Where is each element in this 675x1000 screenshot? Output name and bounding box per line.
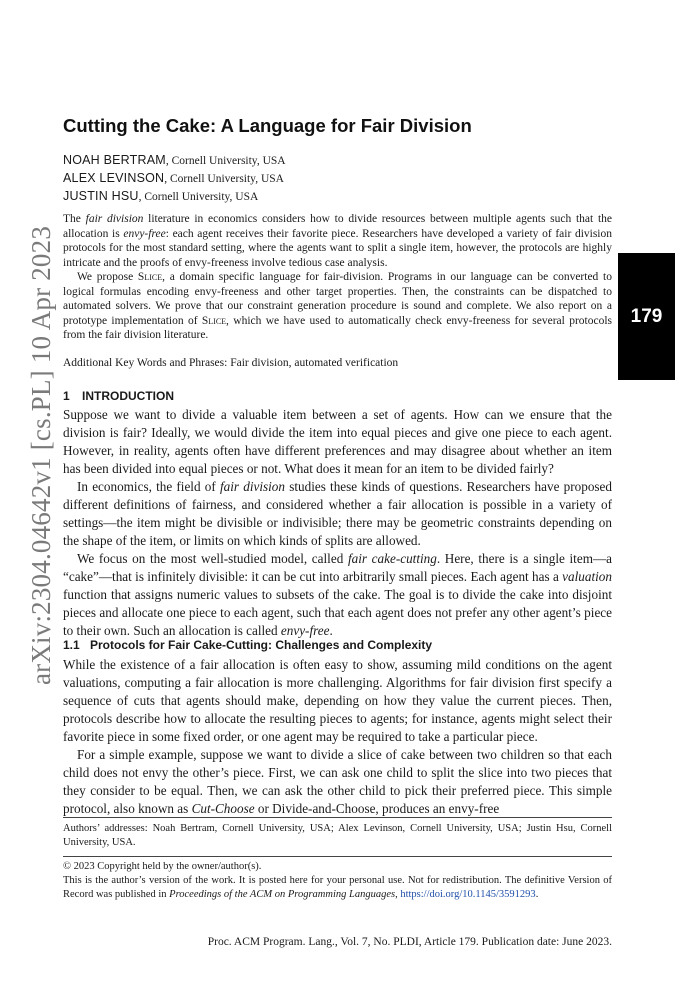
emphasis: Cut-Choose xyxy=(191,801,255,816)
author-name: JUSTIN HSU xyxy=(63,189,139,203)
section-heading xyxy=(63,389,612,403)
text-span: This is the author’s version of the work. It is posted here for your personal use. Not for redistribution. The definitive Version of Record was published in xyxy=(63,875,612,900)
footnote-rule xyxy=(63,856,612,857)
emphasis: valuation xyxy=(562,569,612,584)
subsection-body xyxy=(63,656,612,818)
article-number: 179 xyxy=(630,305,663,327)
page-footer: Proc. ACM Program. Lang., Vol. 7, No. PLDI, Article 179. Publication date: June 2023. xyxy=(207,936,612,948)
version-note xyxy=(63,874,612,902)
paper-title: Cutting the Cake: A Language for Fair Division xyxy=(63,115,472,136)
text-span: The xyxy=(63,213,86,225)
arxiv-watermark xyxy=(18,185,66,725)
text-span: We focus on the most well-studied model, called xyxy=(77,551,348,566)
abstract xyxy=(63,212,612,343)
doi-link[interactable]: https://doi.org/10.1145/3591293 xyxy=(400,889,536,900)
text-span: . xyxy=(329,623,333,638)
author-line xyxy=(63,170,612,188)
text-span: We propose xyxy=(77,271,138,283)
body-paragraph xyxy=(63,550,612,640)
emphasis: envy-free xyxy=(280,623,330,638)
author-affiliation: , Cornell University, USA xyxy=(138,191,259,203)
subsection-number: 1.1 xyxy=(63,638,80,652)
body-paragraph xyxy=(63,478,612,550)
text-span: or Divide-and-Choose, produces an envy-free xyxy=(254,801,500,816)
language-name: Slice xyxy=(137,271,163,283)
text-span: studies these kinds of questions. Researchers have proposed different definitions of fairness, and considered whether a fair allocation is possible in a variety of settings—the item might be divisible or indivisible; there may be geometric constraints depending on the shape of the item, or limits on which kinds of splits are allowed. xyxy=(63,479,612,548)
text-span: For a simple example, suppose we want to divide a slice of cake between two children so that each child does not envy the other’s piece. First, we can ask one child to split the slice into two pieces that they consider to be equal. Then, we can ask the other child to pick their preferred piece. This simple protocol, also known as xyxy=(63,747,612,816)
author-name: NOAH BERTRAM xyxy=(63,153,166,167)
author-line xyxy=(63,188,612,206)
emphasis: fair division xyxy=(219,479,285,494)
section-title: INTRODUCTION xyxy=(82,389,174,403)
emphasis: envy-free xyxy=(123,227,166,240)
text-span: , which we have used to automatically check envy-freeness for several protocols from the fair division literature. xyxy=(63,314,612,341)
section-number: 1 xyxy=(63,389,70,403)
body-paragraph xyxy=(63,746,612,818)
author-name: ALEX LEVINSON xyxy=(63,171,165,185)
abstract-paragraph xyxy=(63,270,612,343)
journal-name: Proceedings of the ACM on Programming Languages xyxy=(169,889,396,900)
emphasis: fair cake-cutting xyxy=(347,551,437,566)
text-span: function that assigns numeric values to subsets of the cake. The goal is to divide the cake into disjoint pieces and allocate one piece to each agent, such that each agent does not prefer any other agent’s piece to their own. Such an allocation is called xyxy=(63,587,612,638)
subsection-heading xyxy=(63,638,612,652)
copyright-block xyxy=(63,860,612,902)
author-list xyxy=(63,152,612,206)
text-span: , a domain specific language for fair-division. Programs in our language can be converted to logical formulas encoding envy-freeness and other target properties. Then, the constraints can be dispatched to automated solvers. We prove that our constraint generation procedure is sound and complete. We also report on a prototype implementation of xyxy=(63,271,612,327)
abstract-paragraph xyxy=(63,212,612,270)
text-span: In economics, the field of xyxy=(77,479,220,494)
text-span: , xyxy=(395,889,401,900)
section-body xyxy=(63,406,612,640)
text-span: : each agent receives their favorite piece. Researchers have developed a variety of fair division protocols for the most standard setting, where the agents want to split a single item, however, the protocols are highly intricate and the proofs of envy-freeness involve tedious case analysis. xyxy=(63,227,612,269)
author-line xyxy=(63,152,612,170)
body-paragraph: While the existence of a fair allocation is often easy to show, assuming mild conditions on the agent valuations, computing a fair allocation is more challenging. Algorithms for fair division first specify a sequence of cuts that agents should make, depending on how they value the current pieces. Then, protocols describe how to allocate the resulting pieces to agents; for instance, agents might select their favorite piece in some fixed order, or one agent may be required to take a particular piece. xyxy=(63,657,612,744)
arxiv-id: arXiv:2304.04642v1 [cs.PL] 10 Apr 2023 xyxy=(26,225,57,685)
text-span: literature in economics considers how to divide resources between multiple agents such that the allocation is xyxy=(63,213,613,240)
article-number-tab xyxy=(618,253,675,380)
body-paragraph: Suppose we want to divide a valuable item between a set of agents. How can we ensure that the division is fair? Ideally, we would divide the item into equal pieces and give one piece to each agent. However, in reality, agents often have different preferences and may disagree about whether an item has been divided into equal pieces or not. What does it mean for an item to be divided fairly? xyxy=(63,407,612,476)
text-span: . xyxy=(535,889,539,900)
copyright-line: © 2023 Copyright held by the owner/author(s). xyxy=(63,861,262,872)
keywords: Additional Key Words and Phrases: Fair division, automated verification xyxy=(63,357,399,369)
author-affiliation: , Cornell University, USA xyxy=(164,173,284,185)
text-span: . Here, there is a single item—a “cake”—that is infinitely divisible: it can be cut into arbitrarily small pieces. Each agent has a xyxy=(63,551,612,584)
footnote-rule xyxy=(63,817,612,818)
subsection-title: Protocols for Fair Cake-Cutting: Challenges and Complexity xyxy=(90,638,433,652)
author-affiliation: , Cornell University, USA xyxy=(165,155,286,167)
language-name: Slice xyxy=(201,314,227,327)
emphasis: fair division xyxy=(85,213,144,225)
author-addresses: Authors’ addresses: Noah Bertram, Cornell University, USA; Alex Levinson, Cornell University, USA; Justin Hsu, Cornell University, USA. xyxy=(63,823,612,848)
